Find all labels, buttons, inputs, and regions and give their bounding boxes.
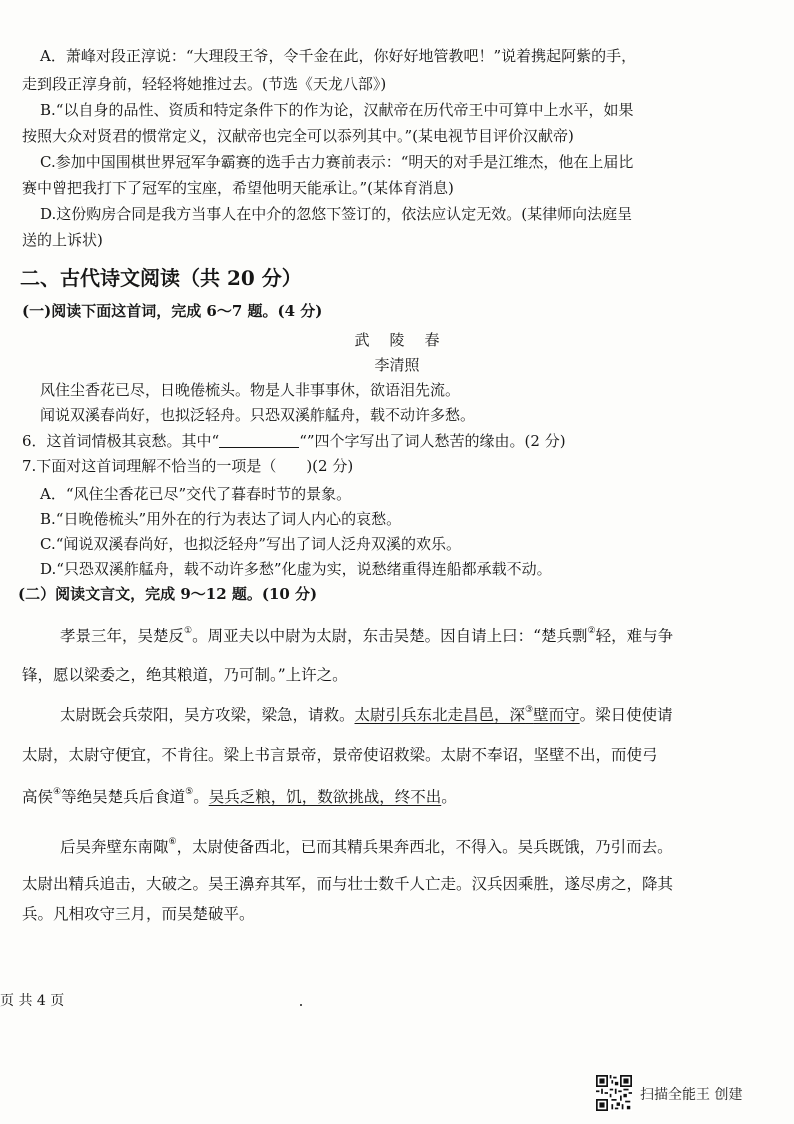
q7-option-a: A．“风住尘香花已尽”交代了暮春时节的景象。	[40, 485, 352, 503]
underlined-sentence	[355, 706, 580, 724]
option-c-line1: C.参加中国围棋世界冠军争霸赛的选手古力赛前表示：“明天的对手是江维杰，他在上届比	[40, 153, 634, 171]
text-run: 高侯	[22, 788, 54, 806]
question-6	[22, 431, 566, 451]
footnote-marker: ②	[587, 626, 596, 636]
text-run: 。周亚夫以中尉为太尉，东击吴楚。因自请上曰：“楚兵剽	[192, 627, 588, 645]
passage-p3-line3: 兵。凡相攻守三月，而吴楚破平。	[22, 905, 255, 923]
option-d-line2: 送的上诉状)	[22, 231, 103, 249]
footnote-marker: ⑤	[185, 787, 194, 797]
passage-p3-line2: 太尉出精兵追击，大破之。吴王濞弃其军，而与壮士数千人亡走。汉兵因乘胜，遂尽虏之，降其	[22, 875, 674, 893]
q7-option-d: D.“只恐双溪舴艋舟，载不动许多愁”化虚为实，说愁绪重得连船都承载不动。	[40, 560, 552, 578]
passage-p1-line1	[60, 625, 673, 647]
page-number: 页 共 4 页	[0, 993, 65, 1009]
text-run: ，太尉使备西北，已而其精兵果奔西北，不得入。吴兵既饿，乃引而去。	[176, 838, 673, 856]
footnote-marker: ③	[525, 705, 534, 715]
question-7: 7.下面对这首词理解不恰当的一项是（ )(2 分)	[22, 457, 354, 475]
poem-author: 李清照	[374, 356, 420, 374]
option-a-line1: A．萧峰对段正淳说：“大理段王爷，令千金在此，你好好地管教吧！”说着携起阿紫的手，	[40, 47, 637, 65]
text-run: 太尉既会兵荥阳，吴方攻梁，梁急，请救。	[60, 706, 355, 724]
section-heading: 二、古代诗文阅读（共 20 分）	[20, 266, 302, 290]
poem-line-2: 闻说双溪春尚好，也拟泛轻舟。只恐双溪舴艋舟，载不动许多愁。	[40, 406, 476, 424]
option-d-line1: D.这份购房合同是我方当事人在中介的忽悠下签订的，依法应认定无效。(某律师向法庭呈	[40, 205, 633, 223]
footnote-marker: ①	[184, 626, 193, 636]
scanner-brand: 扫描全能王 创建	[640, 1087, 743, 1103]
poem-title: 武陵春	[354, 331, 460, 349]
text-run: 壁而守	[533, 706, 580, 724]
underlined-sentence: 吴兵乏粮，饥，数欲挑战，终不出	[208, 788, 442, 806]
text-run: 孝景三年，吴楚反	[60, 627, 185, 645]
footnote-marker: ⑥	[168, 837, 177, 847]
q7-option-c: C.“闻说双溪春尚好，也拟泛轻舟”写出了词人泛舟双溪的欢乐。	[40, 535, 462, 553]
passage-p3-line1	[60, 836, 673, 858]
answer-blank[interactable]	[219, 433, 299, 448]
question-6-suffix: “”四个字写出了词人愁苦的缘由。(2 分)	[299, 432, 566, 450]
footnote-marker: ④	[53, 787, 62, 797]
passage-p1-line2: 锋，愿以梁委之，绝其粮道，乃可制。”上许之。	[22, 666, 348, 684]
passage-p2-line1	[60, 704, 673, 726]
part2-heading: (二）阅读文言文，完成 9～12 题。(10 分)	[18, 585, 318, 603]
qr-code-icon	[596, 1075, 632, 1111]
option-b-line2: 按照大众对贤君的惯常定义，汉献帝也完全可以忝列其中。”(某电视节目评价汉献帝)	[22, 127, 574, 145]
option-b-line1: B.“以自身的品性、资质和特定条件下的作为论，汉献帝在历代帝王中可算中上水平，如果	[40, 101, 634, 119]
question-6-prefix: 6．这首词情极其哀愁。其中“	[22, 432, 220, 450]
text-run: 轻，难与争	[595, 627, 674, 645]
scan-speck	[300, 1004, 302, 1006]
text-run: 太尉引兵东北走昌邑，深	[354, 706, 526, 724]
passage-p2-line3	[22, 786, 457, 808]
text-run: 。	[193, 788, 209, 806]
poem-line-1: 风住尘香花已尽，日晚倦梳头。物是人非事事休，欲语泪先流。	[40, 381, 461, 399]
option-c-line2: 赛中曾把我打下了冠军的宝座，希望他明天能承让。”(某体育消息)	[22, 179, 454, 197]
option-a-line2: 走到段正淳身前，轻轻将她推过去。(节选《天龙八部》)	[22, 75, 387, 93]
text-run: 。梁日使使请	[579, 706, 673, 724]
text-run: 后吴奔壁东南陬	[60, 838, 169, 856]
text-run: 。	[441, 788, 457, 806]
text-run: 等绝吴楚兵后食道	[61, 788, 186, 806]
q7-option-b: B.“日晚倦梳头”用外在的行为表达了词人内心的哀愁。	[40, 510, 402, 528]
passage-p2-line2: 太尉，太尉守便宜，不肯往。梁上书言景帝，景帝使诏救梁。太尉不奉诏，坚壁不出，而使弓	[22, 746, 658, 764]
part1-heading: (一)阅读下面这首词，完成 6～7 题。(4 分)	[22, 302, 323, 320]
